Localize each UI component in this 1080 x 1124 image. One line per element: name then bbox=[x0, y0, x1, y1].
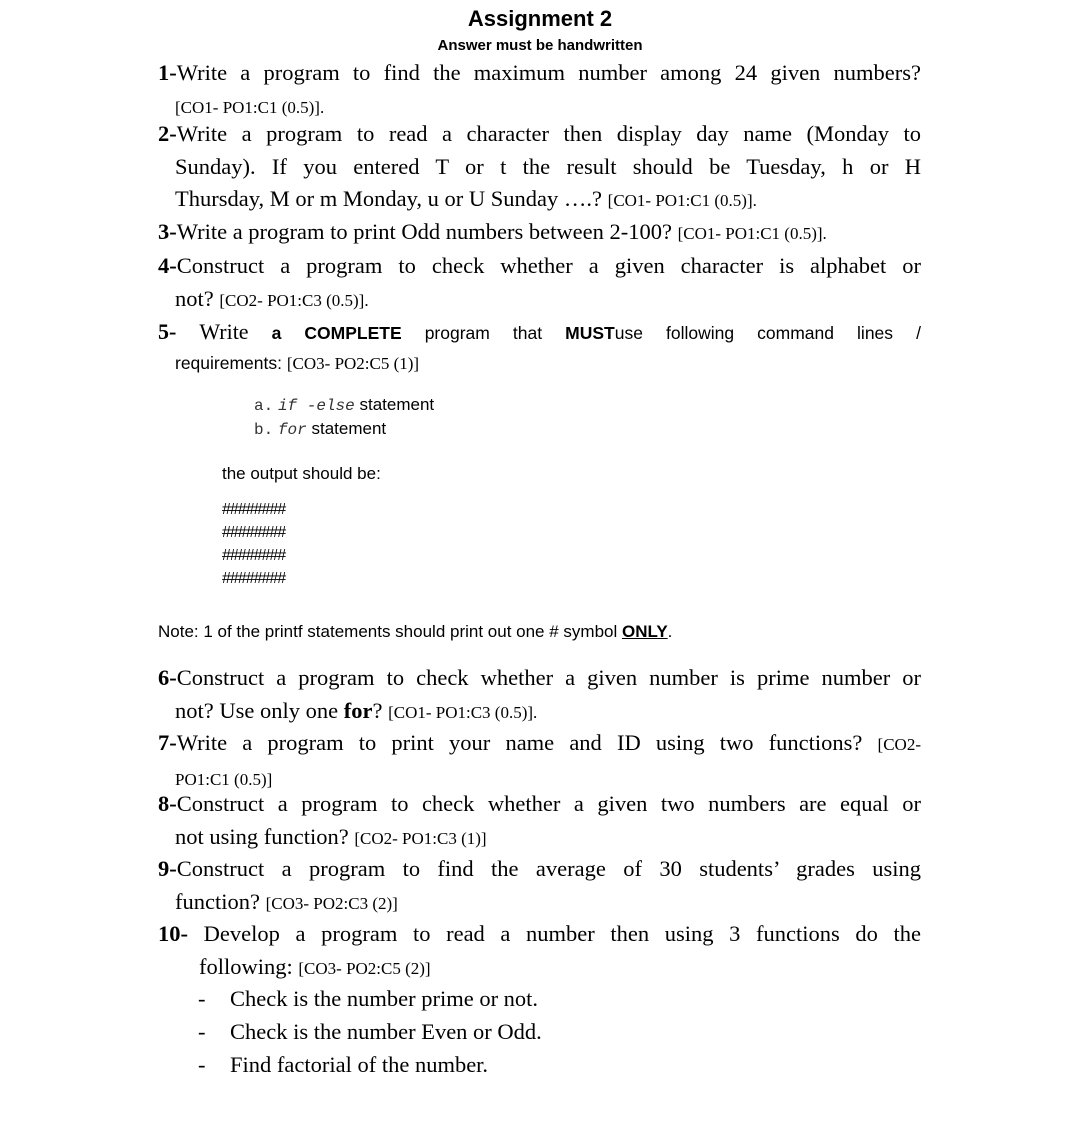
output-row: ######## bbox=[222, 547, 286, 564]
question-8: 8-Construct a program to check whether a given two numbers are equal or not using function? [CO2- PO1:C3 (1)] bbox=[158, 788, 921, 855]
page-subtitle: Answer must be handwritten bbox=[437, 37, 643, 54]
question-8-ref: [CO2- PO1:C3 (1)] bbox=[354, 828, 487, 848]
question-9: 9-Construct a program to find the average of 30 students’ grades using function? [CO3- PO2:C3 (2)] bbox=[158, 853, 921, 920]
question-3: 3-Write a program to print Odd numbers between 2-100? [CO1- PO1:C1 (0.5)]. bbox=[158, 219, 827, 244]
question-1-ref: [CO1- PO1:C1 (0.5)]. bbox=[175, 97, 325, 117]
question-9-ref: [CO3- PO2:C3 (2)] bbox=[265, 893, 398, 913]
question-7 bbox=[158, 727, 921, 796]
question-5-line-2: requirements: bbox=[175, 353, 282, 373]
note-emphasis: ONLY bbox=[622, 622, 668, 641]
note: Note: 1 of the printf statements should print out one # symbol ONLY. bbox=[158, 622, 673, 641]
output-label: the output should be: bbox=[222, 464, 381, 483]
output-pattern bbox=[222, 498, 285, 590]
page-title: Assignment 2 bbox=[467, 6, 613, 31]
assignment-page: Assignment 2 Answer must be handwritten 1-Write a program to find the maximum number among 24 given numbers? [CO1- PO1:C1 (0.5)]. 2-Write a program to read a character then display day name (Monday to Sunday). If you entered T or t the result should be Tuesday, h or H Thursday, M or m Monday, u or U Sunday ….? [CO1- PO1:C1 (0.5)]. 3-Write a program to print Odd numbers between 2-100? [CO1- PO1:C1 (0.5)]. 4-Construct a program to check whether a given character is alphabet or not? [CO2- PO1:C3 (0.5)]. 5- Write a COMPLETE program that MUSTuse following command lines / requirements: [CO3- PO2:C5 (1)] a. if -else statement b. for statement the output should be: ######## ######## ######## ######## Note: 1 of the printf statements should print out one # symbol ONLY. 6-Construct a program to check whether a given number is prime number or not? Use only one for? [CO1- PO1:C3 (0.5)]. 7-Write a program to print your name and ID using two functions? [CO2- PO1:C1 (0.5)] 8-Construct a program to check whether a given two numbers are equal or not using function? [CO2- PO1:C3 (1)] 9-Construct a program to find the average of 30 students’ grades using function? [CO3- PO2:C3 (2)] 10- Develop a program to read a number then using 3 functions do the following: [CO3- PO2:C5 (2)] - Check is the number prime or not. - Check is the number Even or Odd. - Find factorial of the number. bbox=[0, 0, 1080, 1124]
question-4-ref: [CO2- PO1:C3 (0.5)]. bbox=[219, 290, 369, 310]
question-10-line-1: 10- Develop a program to read a number then using 3 functions do the bbox=[158, 921, 922, 946]
question-7-ref: PO1:C1 (0.5)] bbox=[175, 769, 273, 789]
question-10-ref: [CO3- PO2:C5 (2)] bbox=[298, 958, 431, 978]
output-row: ######## bbox=[222, 524, 286, 541]
question-2-line-1: 2-Write a program to read a character then display day name (Monday to bbox=[158, 121, 921, 146]
question-4-line-1: 4-Construct a program to check whether a given character is alphabet or bbox=[158, 253, 921, 278]
question-7-line-1: 7-Write a program to print your name and ID using two functions? [CO2- bbox=[158, 730, 921, 755]
question-10: 10- Develop a program to read a number then using 3 functions do the following: [CO3- PO2:C5 (2)] bbox=[158, 918, 921, 985]
question-5-line-1: 5- Write a COMPLETE program that MUSTuse following command lines / bbox=[158, 319, 921, 344]
question-1 bbox=[158, 57, 921, 124]
requirement-b: b. for statement bbox=[254, 419, 387, 439]
requirement-a: a. if -else statement bbox=[254, 395, 435, 415]
question-5 bbox=[158, 317, 921, 379]
output-row: ######## bbox=[222, 570, 286, 587]
question-2-line-2: Sunday). If you entered T or t the result should be Tuesday, h or H bbox=[175, 153, 921, 179]
question-1-line-1: 1-Write a program to find the maximum number among 24 given numbers? bbox=[158, 60, 921, 85]
question-6-line-1: 6-Construct a program to check whether a given number is prime number or bbox=[158, 665, 921, 690]
question-6-ref: [CO1- PO1:C3 (0.5)]. bbox=[388, 702, 538, 722]
output-row: ######## bbox=[222, 501, 286, 518]
question-3-ref: [CO1- PO1:C1 (0.5)]. bbox=[677, 224, 827, 243]
question-3-text: Write a program to print Odd numbers between 2-100? bbox=[176, 219, 672, 244]
question-6: 6-Construct a program to check whether a given number is prime number or not? Use only one for? [CO1- PO1:C3 (0.5)]. bbox=[158, 662, 921, 729]
question-5-ref: [CO3- PO2:C5 (1)] bbox=[286, 354, 420, 373]
question-2-ref: [CO1- PO1:C1 (0.5)]. bbox=[607, 191, 757, 210]
question-4 bbox=[158, 250, 921, 317]
question-2-line-3: Thursday, M or m Monday, u or U Sunday ….? bbox=[175, 186, 603, 211]
question-2 bbox=[158, 118, 921, 218]
question-9-line-1: 9-Construct a program to find the average of 30 students’ grades using bbox=[158, 856, 921, 881]
question-4-line-2: not? bbox=[175, 285, 214, 311]
question-8-line-1: 8-Construct a program to check whether a given two numbers are equal or bbox=[158, 791, 921, 816]
